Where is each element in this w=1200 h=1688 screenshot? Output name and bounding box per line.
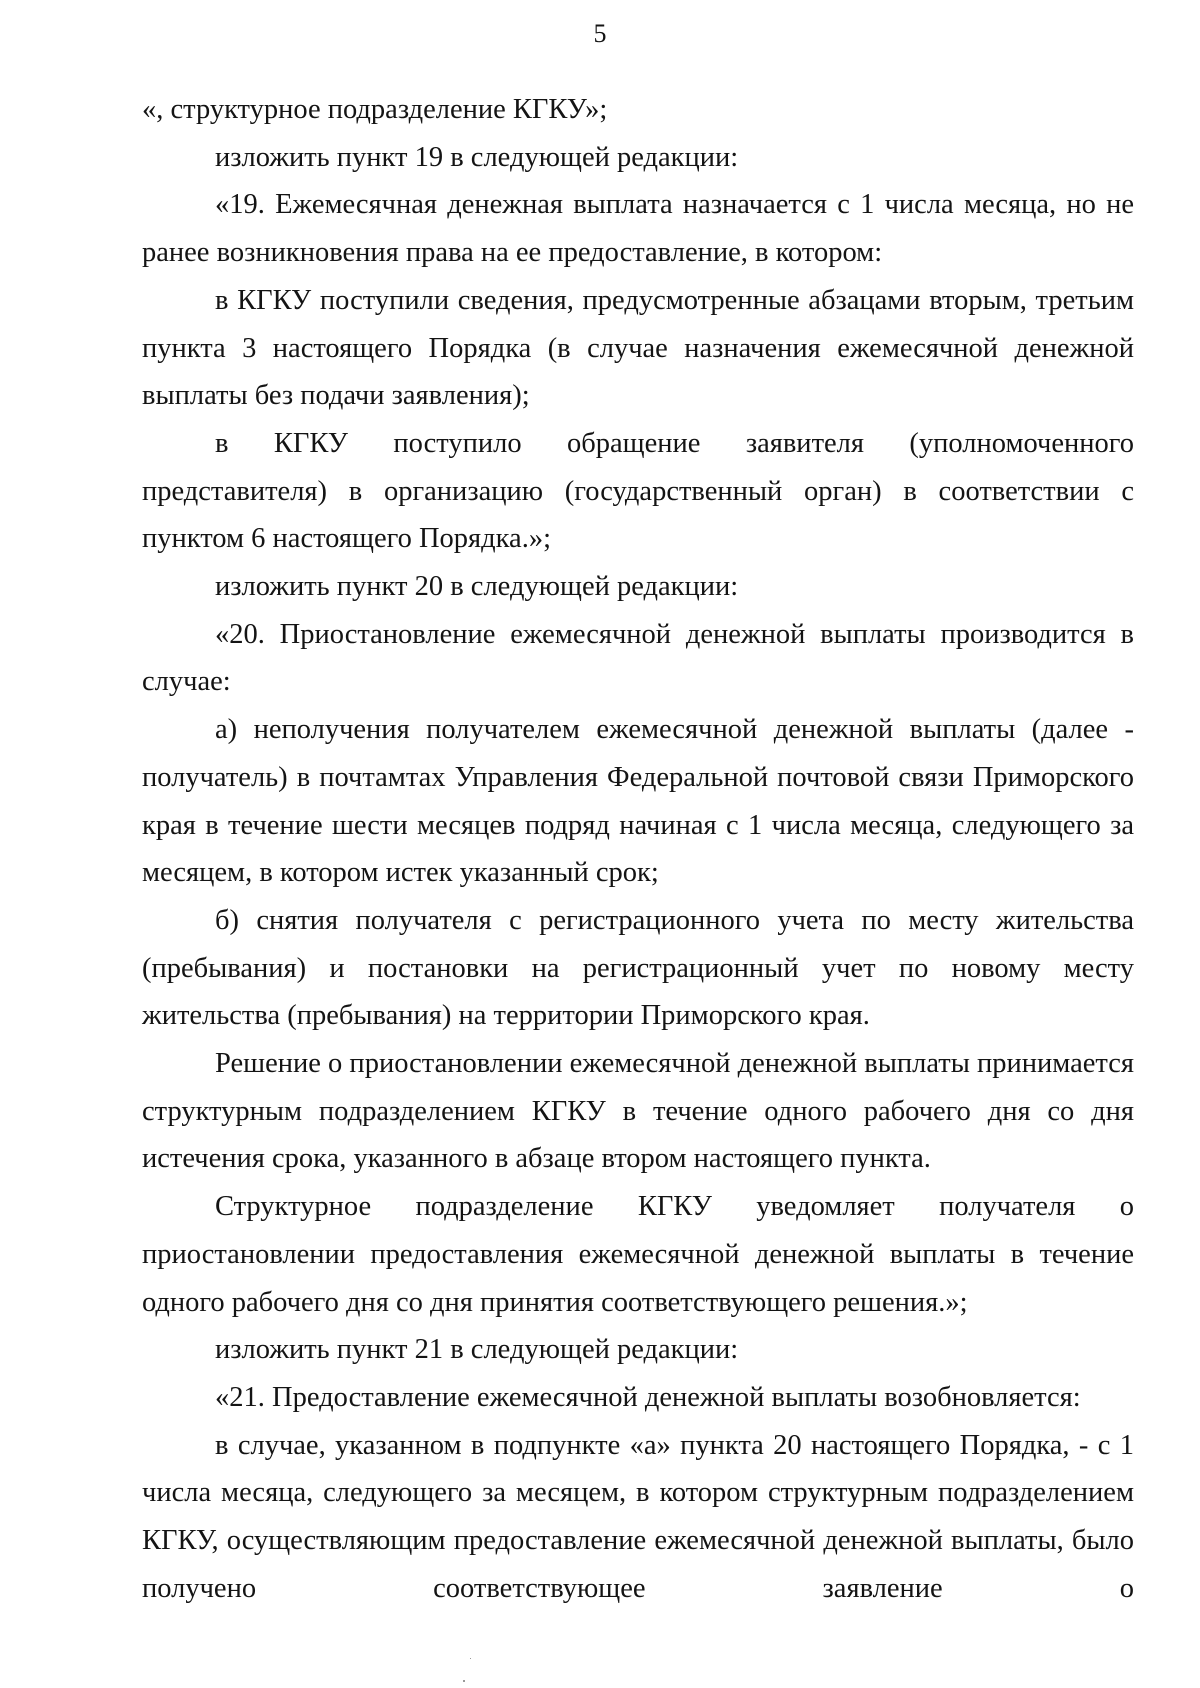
paragraph-point-20-subpoint-b: б) снятия получателя с регистрационного учета по месту жительства (пребывания) и постановки на регистрационный учет по новому месту жительства (пребывания) на территории Приморского края. bbox=[142, 904, 1134, 1032]
paragraph-point-20-subpoint-a: а) неполучения получателем ежемесячной денежной выплаты (далее - получатель) в почтамтах Управления Федеральной почтовой связи Приморского края в течение шести месяцев подряд начиная с 1 числа месяца, следующего за месяцем, в котором истек указанный срок; bbox=[142, 714, 1134, 889]
document-body bbox=[142, 86, 1134, 1613]
scan-speck bbox=[463, 1680, 465, 1682]
paragraph-continuation: «, структурное подразделение КГКУ»; bbox=[142, 94, 608, 125]
paragraph-point-19-clause-2: в КГКУ поступило обращение заявителя (уполномоченного представителя) в организацию (государственный орган) в соответствии с пунктом 6 настоящего Порядка.»; bbox=[142, 427, 1134, 555]
paragraph-point-21: «21. Предоставление ежемесячной денежной выплаты возобновляется: bbox=[215, 1381, 1081, 1413]
paragraph-amend-point-19: изложить пункт 19 в следующей редакции: bbox=[215, 141, 739, 173]
paragraph-point-21-clause-1: в случае, указанном в подпункте «а» пункта 20 настоящего Порядка, - с 1 числа месяца, следующего за месяцем, в котором структурным подразделением КГКУ, осуществляющим предоставление ежемесячной денежной выплаты, было получено соответствующее заявление о bbox=[142, 1429, 1134, 1604]
paragraph-point-20-decision: Решение о приостановлении ежемесячной денежной выплаты принимается структурным подразделением КГКУ в течение одного рабочего дня со дня истечения срока, указанного в абзаце втором настоящего пункта. bbox=[142, 1048, 1134, 1175]
paragraph-point-19: «19. Ежемесячная денежная выплата назначается с 1 числа месяца, но не ранее возникновения права на ее предоставление, в котором: bbox=[142, 189, 1134, 269]
scan-speck bbox=[470, 1658, 471, 1659]
paragraph-point-20: «20. Приостановление ежемесячной денежной выплаты производится в случае: bbox=[142, 618, 1134, 698]
paragraph-point-20-notification: Структурное подразделение КГКУ уведомляет получателя о приостановлении предоставления ежемесячной денежной выплаты в течение одного рабочего дня со дня принятия соответствующего решения.»; bbox=[142, 1191, 1134, 1318]
page-number: 5 bbox=[593, 19, 607, 48]
paragraph-point-19-clause-1: в КГКУ поступили сведения, предусмотренные абзацами вторым, третьим пункта 3 настоящего Порядка (в случае назначения ежемесячной денежной выплаты без подачи заявления); bbox=[142, 284, 1134, 412]
paragraph-amend-point-20: изложить пункт 20 в следующей редакции: bbox=[215, 571, 739, 603]
paragraph-amend-point-21: изложить пункт 21 в следующей редакции: bbox=[215, 1334, 739, 1366]
